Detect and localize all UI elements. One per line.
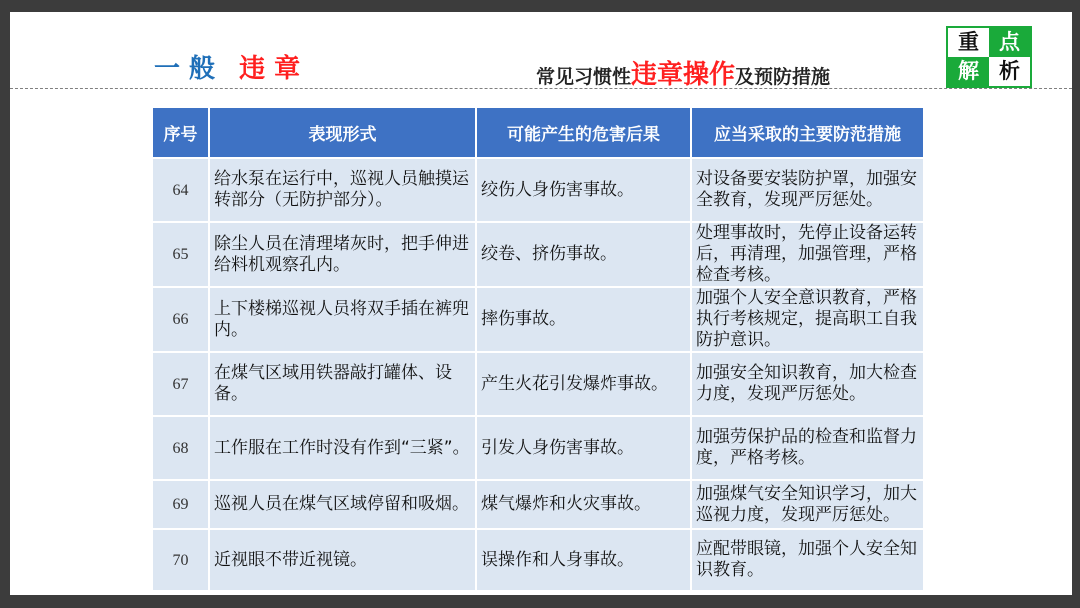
cell-form: 给水泵在运行中，巡视人员触摸运转部分（无防护部分）。 [209,158,476,222]
table-row [152,529,924,591]
badge-char: 析 [989,57,1032,88]
col-header-measure: 应当采取的主要防范措施 [691,107,924,158]
cell-form: 巡视人员在煤气区域停留和吸烟。 [209,480,476,529]
table-row [152,416,924,480]
col-header-form: 表现形式 [209,107,476,158]
cell-no: 65 [152,222,209,287]
table-header-row [152,107,924,158]
key-analysis-badge [946,26,1032,88]
cell-measure: 加强劳保护品的检查和监督力度，严格考核。 [691,416,924,480]
cell-no: 70 [152,529,209,591]
col-header-harm: 可能产生的危害后果 [476,107,691,158]
cell-no: 64 [152,158,209,222]
table-row [152,158,924,222]
badge-char: 重 [946,26,989,57]
cell-harm: 引发人身伤害事故。 [476,416,691,480]
cell-harm: 绞卷、挤伤事故。 [476,222,691,287]
cell-harm: 摔伤事故。 [476,287,691,352]
cell-harm: 误操作和人身事故。 [476,529,691,591]
cell-measure: 应配带眼镜，加强个人安全知识教育。 [691,529,924,591]
section-title-red: 违 章 [239,54,301,84]
cell-form: 工作服在工作时没有作到“三紧”。 [209,416,476,480]
cell-measure: 加强煤气安全知识学习，加大巡视力度，发现严厉惩处。 [691,480,924,529]
violations-table [151,106,925,592]
page-title-prefix: 常见习惯性 [536,66,632,88]
cell-measure: 对设备要安装防护罩，加强安全教育，发现严厉惩处。 [691,158,924,222]
cell-harm: 煤气爆炸和火灾事故。 [476,480,691,529]
cell-no: 67 [152,352,209,416]
page-title [536,54,830,91]
cell-no: 66 [152,287,209,352]
badge-char: 解 [946,57,989,88]
cell-harm: 绞伤人身伤害事故。 [476,158,691,222]
cell-form: 除尘人员在清理堵灰时，把手伸进给料机观察孔内。 [209,222,476,287]
table-row [152,222,924,287]
col-header-no: 序号 [152,107,209,158]
cell-no: 68 [152,416,209,480]
cell-measure: 加强安全知识教育，加大检查力度，发现严厉惩处。 [691,352,924,416]
section-title-blue: 一 般 [154,54,216,84]
cell-measure: 处理事故时，先停止设备运转后，再清理，加强管理，严格检查考核。 [691,222,924,287]
table-row [152,287,924,352]
cell-form: 上下楼梯巡视人员将双手插在裤兜内。 [209,287,476,352]
slide [10,12,1072,595]
cell-harm: 产生火花引发爆炸事故。 [476,352,691,416]
table-row [152,480,924,529]
section-title [154,48,300,85]
cell-form: 近视眼不带近视镜。 [209,529,476,591]
badge-char: 点 [989,26,1032,57]
table-row [152,352,924,416]
page-title-highlight: 违章操作 [631,60,736,90]
cell-measure: 加强个人安全意识教育，严格执行考核规定，提高职工自我防护意识。 [691,287,924,352]
cell-form: 在煤气区域用铁器敲打罐体、设备。 [209,352,476,416]
page-title-suffix: 及预防措施 [735,66,831,88]
cell-no: 69 [152,480,209,529]
